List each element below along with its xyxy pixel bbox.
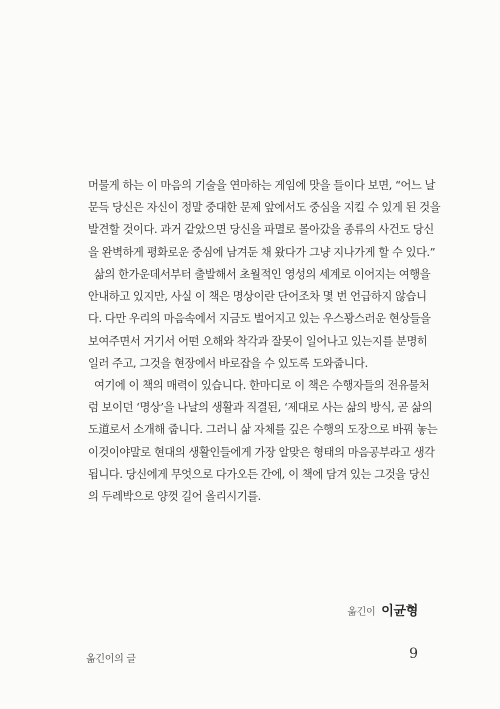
text-line: 삶의 한가운데서부터 출발해서 초월적인 영성의 세계로 이어지는 여행을 bbox=[94, 268, 431, 281]
translator-signature bbox=[347, 600, 418, 619]
paragraph-1 bbox=[88, 175, 441, 264]
text-line: 럼 보이던 ‘명상’을 나날의 생활과 직결된, ‘제대로 사는 삶의 방식, 곧 삶의 bbox=[88, 401, 433, 415]
text-line: 의 두레박으로 양껏 길어 올리시기를. bbox=[88, 489, 261, 503]
text-line: 안내하고 있지만, 사실 이 책은 명상이란 단어조차 몇 번 언급하지 않습니 bbox=[88, 290, 427, 304]
text-line: 이것이야말로 현대의 생활인들에게 가장 알맞은 형태의 마음공부라고 생각 bbox=[88, 445, 435, 459]
text-line: 다. 다만 우리의 마음속에서 지금도 벌어지고 있는 우스꽝스러운 현상들을 bbox=[88, 312, 431, 326]
text-line: 문득 당신은 자신이 정말 중대한 문제 앞에서도 중심을 지킬 수 있게 된 것을 bbox=[88, 201, 441, 215]
text-line: 일러 주고, 그것을 현장에서 바로잡을 수 있도록 도와줍니다. bbox=[88, 356, 368, 370]
text-line: 보여주면서 거기서 어떤 오해와 착각과 잘못이 일어나고 있는지를 분명히 bbox=[88, 334, 428, 348]
text-line: 도道로서 소개해 줍니다. 그러니 삶 자체를 깊은 수행의 도장으로 바꿔 놓는 bbox=[88, 423, 438, 437]
running-footer-section: 옮긴이의 글 bbox=[86, 654, 136, 665]
text-line: 됩니다. 당신에게 무엇으로 다가오든 간에, 이 책에 담겨 있는 그것을 당신 bbox=[88, 467, 430, 481]
text-line: 머물게 하는 이 마음의 기술을 연마하는 게임에 맛을 들이다 보면, “어느 날 bbox=[88, 179, 436, 192]
text-line: 을 완벽하게 평화로운 중심에 남겨둔 채 왔다가 그냥 지나가게 할 수 있다.” bbox=[88, 245, 436, 259]
page-number: 9 bbox=[409, 646, 418, 662]
translator-role: 옮긴이 bbox=[347, 607, 376, 618]
text-line: 발견할 것이다. 과거 같았으면 당신을 파멸로 몰아갔을 종류의 사건도 당신 bbox=[88, 223, 434, 237]
text-line: 여기에 이 책의 매력이 있습니다. 한마디로 이 책은 수행자들의 전유물처 bbox=[94, 378, 430, 392]
translator-name: 이균형 bbox=[381, 604, 418, 619]
paragraph-2 bbox=[88, 264, 438, 508]
